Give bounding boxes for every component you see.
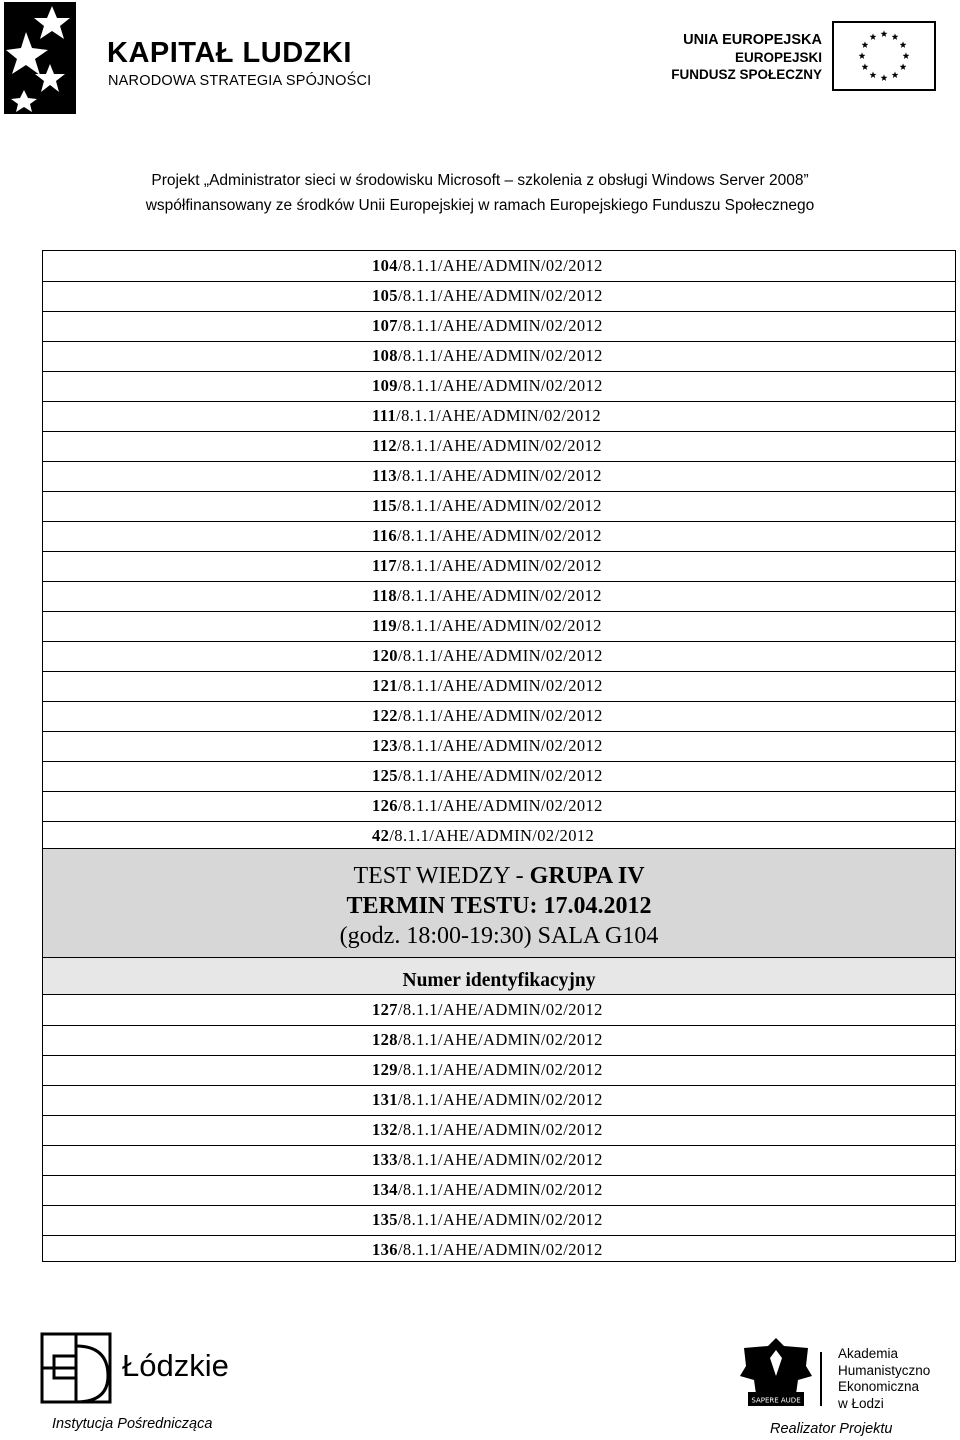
id-text [372, 521, 602, 551]
row-divider [43, 431, 955, 432]
id-suffix: /8.1.1/AHE/ADMIN/02/2012 [397, 1000, 603, 1019]
row-divider [43, 611, 955, 612]
id-number: 129 [372, 1060, 398, 1079]
id-text [372, 371, 603, 401]
crest-motto: SAPERE AUDE [751, 1396, 801, 1405]
id-suffix: /8.1.1/AHE/ADMIN/02/2012 [397, 436, 602, 455]
id-row [43, 371, 955, 401]
id-suffix: /8.1.1/AHE/ADMIN/02/2012 [397, 736, 603, 755]
id-text [372, 431, 602, 461]
id-number: 117 [372, 556, 398, 575]
project-line-2: współfinansowany ze środków Unii Europejskiej w ramach Europejskiego Funduszu Społecznego [145, 197, 815, 214]
id-row [43, 641, 955, 671]
row-divider [43, 641, 955, 642]
numer-header: Numer identyfikacyjny [402, 970, 596, 991]
id-text [372, 1025, 603, 1055]
id-text [372, 281, 603, 311]
id-row [43, 791, 955, 821]
row-divider [43, 821, 955, 822]
id-suffix: /8.1.1/AHE/ADMIN/02/2012 [397, 1180, 603, 1199]
id-text [372, 1175, 603, 1205]
id-number: 107 [372, 316, 398, 335]
id-text [372, 251, 603, 281]
id-text [372, 611, 602, 641]
id-row [43, 731, 955, 761]
id-row [43, 1025, 955, 1055]
id-row [43, 1085, 955, 1115]
id-row [43, 761, 955, 791]
id-row [43, 491, 955, 521]
id-suffix: /8.1.1/AHE/ADMIN/02/2012 [397, 1030, 603, 1049]
id-row [43, 341, 955, 371]
id-text [372, 1205, 603, 1235]
id-text [372, 761, 603, 791]
id-number: 118 [372, 586, 398, 605]
project-description [0, 168, 960, 218]
id-number: 128 [372, 1030, 398, 1049]
id-row [43, 1205, 955, 1235]
id-number: 109 [372, 376, 398, 395]
project-line-1: Projekt „Administrator sieci w środowisku Microsoft – szkolenia z obsługi Windows Server 2008” [151, 172, 809, 189]
row-divider [43, 1235, 955, 1236]
id-number: 116 [372, 526, 398, 545]
row-divider [43, 1145, 955, 1146]
row-divider [43, 671, 955, 672]
id-row [43, 995, 955, 1025]
id-row [43, 821, 955, 851]
id-table [42, 250, 956, 1262]
ahe-name [838, 1346, 930, 1412]
kapital-ludzki-title: KAPITAŁ LUDZKI [107, 37, 352, 69]
test-date: TERMIN TESTU: 17.04.2012 [346, 893, 652, 919]
id-suffix: /8.1.1/AHE/ADMIN/02/2012 [397, 526, 602, 545]
row-divider [43, 311, 955, 312]
id-text [372, 1085, 603, 1115]
test-time-room: (godz. 18:00-19:30) SALA G104 [339, 923, 659, 949]
lodzkie-name: Łódzkie [122, 1348, 229, 1383]
id-text [372, 1055, 603, 1085]
row-divider [43, 1205, 955, 1206]
row-divider [43, 551, 955, 552]
id-suffix: /8.1.1/AHE/ADMIN/02/2012 [397, 616, 602, 635]
id-suffix: /8.1.1/AHE/ADMIN/02/2012 [397, 676, 603, 695]
id-suffix: /8.1.1/AHE/ADMIN/02/2012 [397, 1090, 603, 1109]
id-number: 120 [372, 646, 398, 665]
row-divider [43, 371, 955, 372]
row-divider [43, 281, 955, 282]
id-text [372, 461, 602, 491]
id-text [372, 491, 602, 521]
id-number: 133 [372, 1150, 398, 1169]
id-number: 104 [372, 256, 398, 275]
id-row [43, 671, 955, 701]
id-suffix: /8.1.1/AHE/ADMIN/02/2012 [397, 346, 603, 365]
id-text [372, 1115, 603, 1145]
id-suffix: /8.1.1/AHE/ADMIN/02/2012 [396, 406, 601, 425]
test-title [43, 863, 955, 890]
id-row [43, 461, 955, 491]
id-row [43, 1235, 955, 1265]
ue-text-block [660, 32, 822, 83]
id-row [43, 1175, 955, 1205]
row-divider [43, 701, 955, 702]
id-text [372, 1145, 603, 1175]
id-suffix: /8.1.1/AHE/ADMIN/02/2012 [397, 646, 603, 665]
row-divider [43, 1115, 955, 1116]
id-text [372, 671, 603, 701]
id-suffix: /8.1.1/AHE/ADMIN/02/2012 [397, 286, 603, 305]
id-text [372, 311, 603, 341]
id-row [43, 701, 955, 731]
id-suffix: /8.1.1/AHE/ADMIN/02/2012 [397, 1240, 603, 1259]
id-suffix: /8.1.1/AHE/ADMIN/02/2012 [397, 1060, 603, 1079]
institution-label: Instytucja Pośrednicząca [52, 1416, 213, 1432]
id-number: 131 [372, 1090, 398, 1109]
row-divider [43, 1025, 955, 1026]
row-divider [43, 791, 955, 792]
id-number: 121 [372, 676, 398, 695]
id-row [43, 521, 955, 551]
id-text [372, 551, 602, 581]
row-divider [43, 1175, 955, 1176]
ue-line-2: EUROPEJSKI [734, 50, 822, 65]
id-number: 126 [372, 796, 398, 815]
id-text [372, 341, 603, 371]
row-divider [43, 1085, 955, 1086]
id-row [43, 1145, 955, 1175]
row-divider [43, 731, 955, 732]
eu-flag-icon [832, 21, 936, 91]
row-divider [43, 1055, 955, 1056]
id-number: 42 [372, 826, 390, 845]
id-number: 127 [372, 1000, 398, 1019]
id-suffix: /8.1.1/AHE/ADMIN/02/2012 [397, 316, 603, 335]
id-row [43, 581, 955, 611]
id-suffix: /8.1.1/AHE/ADMIN/02/2012 [397, 766, 603, 785]
id-number: 123 [372, 736, 398, 755]
id-number: 119 [372, 616, 398, 635]
ahe-crest-icon [738, 1336, 814, 1410]
id-number: 108 [372, 346, 398, 365]
id-suffix: /8.1.1/AHE/ADMIN/02/2012 [389, 826, 595, 845]
group-header [43, 848, 955, 958]
test-group: GRUPA IV [529, 863, 645, 889]
row-divider [43, 581, 955, 582]
row-divider [43, 521, 955, 522]
row-divider [43, 761, 955, 762]
id-suffix: /8.1.1/AHE/ADMIN/02/2012 [397, 466, 602, 485]
row-divider [43, 341, 955, 342]
id-number: 113 [372, 466, 398, 485]
id-suffix: /8.1.1/AHE/ADMIN/02/2012 [397, 796, 603, 815]
id-text [372, 701, 603, 731]
id-row [43, 1055, 955, 1085]
id-row [43, 401, 955, 431]
id-text [372, 731, 603, 761]
id-suffix: /8.1.1/AHE/ADMIN/02/2012 [397, 496, 602, 515]
ahe-divider [820, 1352, 822, 1406]
id-suffix: /8.1.1/AHE/ADMIN/02/2012 [397, 706, 603, 725]
id-row [43, 611, 955, 641]
id-number: 135 [372, 1210, 398, 1229]
id-number: 115 [372, 496, 398, 515]
id-number: 132 [372, 1120, 398, 1139]
ahe-line-4: w Łodzi [838, 1395, 884, 1411]
id-suffix: /8.1.1/AHE/ADMIN/02/2012 [397, 1150, 603, 1169]
id-suffix: /8.1.1/AHE/ADMIN/02/2012 [397, 556, 602, 575]
row-divider [43, 491, 955, 492]
kapital-ludzki-logo-icon [4, 2, 76, 114]
numer-header-row [43, 958, 955, 995]
id-number: 122 [372, 706, 398, 725]
id-text [372, 791, 603, 821]
id-row [43, 311, 955, 341]
id-number: 134 [372, 1180, 398, 1199]
ahe-line-1: Akademia [838, 1346, 899, 1361]
id-suffix: /8.1.1/AHE/ADMIN/02/2012 [397, 1120, 603, 1139]
id-suffix: /8.1.1/AHE/ADMIN/02/2012 [397, 586, 602, 605]
id-number: 112 [372, 436, 398, 455]
id-suffix: /8.1.1/AHE/ADMIN/02/2012 [397, 376, 603, 395]
id-number: 111 [372, 406, 397, 425]
test-prefix: TEST WIEDZY - [353, 863, 530, 889]
id-number: 105 [372, 286, 398, 305]
id-number: 125 [372, 766, 398, 785]
id-text [372, 581, 602, 611]
id-suffix: /8.1.1/AHE/ADMIN/02/2012 [397, 1210, 603, 1229]
ahe-line-2: Humanistyczno [838, 1362, 931, 1378]
id-row [43, 1115, 955, 1145]
id-row [43, 251, 955, 281]
ue-line-3: FUNDUSZ SPOŁECZNY [671, 67, 822, 82]
realizator-label: Realizator Projektu [770, 1421, 893, 1437]
id-number: 136 [372, 1240, 398, 1259]
ue-line-1: UNIA EUROPEJSKA [683, 32, 822, 48]
id-row [43, 431, 955, 461]
id-text [372, 401, 601, 431]
id-row [43, 281, 955, 311]
id-text [372, 821, 594, 851]
row-divider [43, 461, 955, 462]
id-text [372, 1235, 603, 1265]
id-row [43, 551, 955, 581]
id-suffix: /8.1.1/AHE/ADMIN/02/2012 [397, 256, 603, 275]
row-divider [43, 401, 955, 402]
id-text [372, 641, 603, 671]
lodzkie-logo-icon [40, 1332, 112, 1404]
kapital-ludzki-subtitle: NARODOWA STRATEGIA SPÓJNOŚCI [108, 73, 372, 89]
id-text [372, 995, 603, 1025]
ahe-line-3: Ekonomiczna [838, 1379, 920, 1394]
